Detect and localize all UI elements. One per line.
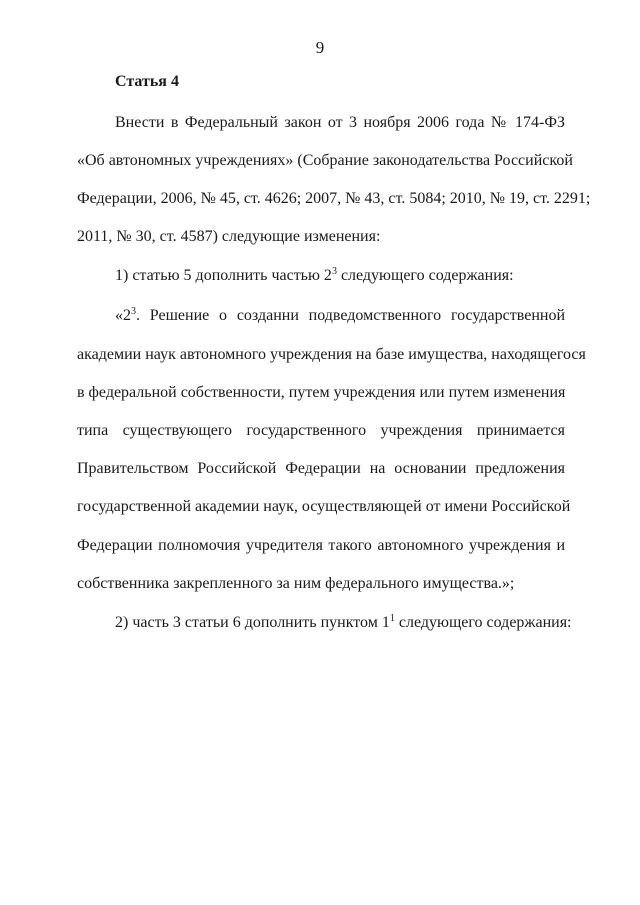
item-1-superscript: 3 (331, 266, 337, 277)
intro-line-3: Федерации, 2006, № 45, ст. 4626; 2007, № 43, ст. 5084; 2010, № 19, ст. 2291; (77, 190, 591, 207)
intro-line-2: «Об автономных учреждениях» (Собрание законодательства Российской (77, 152, 573, 169)
item-1 (115, 266, 565, 286)
item-2 (115, 613, 572, 633)
page-number: 9 (315, 38, 325, 57)
item-2-superscript: 1 (389, 613, 395, 624)
quote-line-7: Федерации полномочия учредителя такого автономного учреждения и (77, 537, 565, 554)
item-1-text-after: следующего содержания: (336, 267, 514, 284)
quote-open-prefix: «2 (115, 307, 131, 324)
intro-line-1: Внести в Федеральный закон от 3 ноября 2006 года № 174-ФЗ (115, 114, 565, 131)
quote-line-1 (115, 306, 565, 326)
quote-line-8: собственника закрепленного за ним федерального имущества.»; (77, 575, 515, 592)
quote-line-3: в федеральной собственности, путем учреждения или путем изменения (77, 384, 566, 401)
quote-line-6: государственной академии наук, осуществляющей от имени Российской (77, 498, 571, 515)
quote-line-5: Правительством Российской Федерации на основании предложения (77, 460, 565, 477)
quote-line-2: академии наук автономного учреждения на базе имущества, находящегося (77, 346, 586, 363)
article-heading: Статья 4 (115, 73, 179, 90)
item-2-text-after: следующего содержания: (394, 614, 572, 631)
quote-line-1-rest: . Решение о созданни подведомственного государственной (136, 307, 565, 324)
quote-line-4: типа существующего государственного учреждения принимается (77, 422, 565, 439)
quote-superscript: 3 (131, 306, 136, 317)
intro-line-4: 2011, № 30, ст. 4587) следующие изменения: (77, 228, 381, 245)
item-1-text: 1) статью 5 дополнить частью 2 (115, 267, 332, 284)
item-2-text: 2) часть 3 статьи 6 дополнить пунктом 1 (115, 614, 390, 631)
